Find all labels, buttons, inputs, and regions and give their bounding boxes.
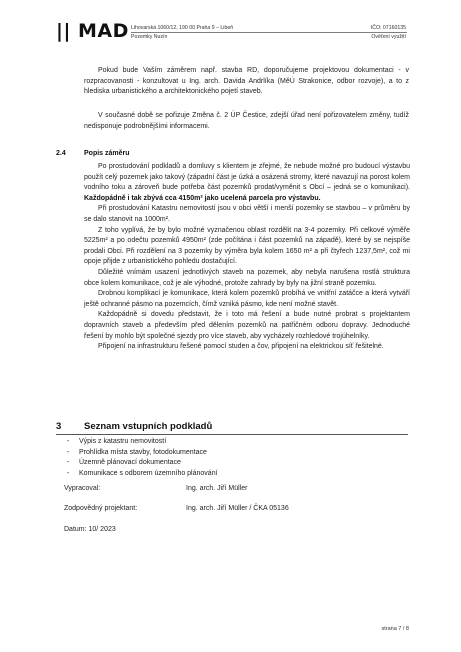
list-item-label: Výpis z katastru nemovitostí: [79, 438, 167, 445]
list-item-label: Komunikace s odborem územního plánování: [79, 469, 218, 477]
description-paragraph-3: Z toho vyplívá, že by bylo možné vyznačenou oblast rozdělit na 3-4 pozemky. Při celkové výměře 5225m² a po odečtu pozemků 4950m² (zde počítána i část pozemků na západě), které by se nejspíše prodali Obci. Při rozdělení na 3 pozemky by výměra byla kolem 1650 m² a při čtyřech 1237,5m², což mi opoje přijde z urbanistického pohledu dostačující.: [84, 226, 410, 266]
prepared-by-label: Vypracoval:: [64, 485, 101, 492]
prepared-by-value: Ing. arch. Jiří Müller: [186, 485, 248, 492]
list-item-label: Prohlídka místa stavby, fotodokumentace: [79, 448, 207, 456]
description-paragraph-6: Každopádně si dovedu představit, že i toto má řešení a bude nutné probrat s projektantem dopravních staveb a především před dělením pozemků na patřičném odboru dopravy. Jednoduché řešení by mohlo být společné sjezdy pro více staveb, aby vycházely rozhledové trojúhelníky.: [84, 311, 410, 340]
document-type: Ověření využití: [371, 34, 406, 40]
list-item: - Prohlídka místa stavby, fotodokumentace: [67, 448, 367, 459]
list-item: - Územně plánovací dokumentace: [67, 458, 367, 469]
paragraph-plan-change: V současné době se pořizuje Změna č. 2 ÚP Čestice, zdejší úřad není pořizovatelem změny, tudíž nedisponuje podrobnějšími informacemi.: [84, 112, 409, 130]
list-item: - Výpis z katastru nemovitostí: [67, 437, 367, 448]
company-address: Lihovarská 1060/12, 190 00 Praha 9 – Libeň: [131, 25, 234, 31]
responsible-designer-label: Zodpovědný projektant:: [64, 505, 138, 512]
paragraph-consultation: Pokud bude Vaším záměrem např. stavba RD, doporučujeme projektovou dokumentaci - v rozpracovanosti - konzultovat u Ing. arch. Davida Andrlíka (MěÚ Strakonice, odbor rozvoje), a to z hlediska urbanistického a architektonického pojetí staveb.: [84, 67, 409, 96]
project-name: Pozemky Nuzín: [131, 34, 168, 40]
description-paragraph-1: [84, 162, 410, 204]
document-date: Datum: 10/ 2023: [64, 526, 116, 533]
description-paragraph-2: Při prostudování Katastru nemovitostí jsou v obci větší i menší pozemky se stavbou – v průměru by se dalo stanovit na 1000m².: [84, 205, 410, 223]
description-paragraph-4: Důležité vnímám usazení jednotlivých staveb na pozemek, aby nebyla narušena rostlá struktura obce kolem komunikace, což je ale výhodné, protože zahrady by byly na jižní straně pozemku.: [84, 268, 410, 287]
list-item: - Komunikace s odborem územního plánování: [67, 469, 367, 480]
company-logo: || MAD: [56, 20, 129, 42]
description-emphasis: Každopádně i tak zbývá cca 4150m² jako ucelená parcela pro výstavbu.: [84, 194, 321, 202]
section-number: 3: [56, 421, 62, 432]
description-paragraph-7: Připojení na infrastrukturu řešené pomocí studen a čov, připojení na elektrickou síť řešitelné.: [98, 343, 384, 351]
section-title: Popis záměru: [84, 150, 130, 157]
section-divider: [56, 434, 408, 435]
responsible-designer-value: Ing. arch. Jiří Müller / ČKA 05136: [186, 505, 289, 512]
company-ico: IČO: 07160135: [370, 25, 406, 31]
description-text: Po prostudování podkladů a domluvy s klientem je zřejmé, že nebude možné pro budoucí výstavbu použít celý pozemek jako takový (západní část je úzká a osázená stromy, které navazují na porost kolem vodního toku a zároveň bude potřeba část pozemků prodat/vyměnit s Obcí – jedná se o komunikaci).: [84, 163, 410, 192]
description-paragraph-5: Drobnou komplikací je komunikace, která kolem pozemků probíhá ve vnitřní zatáčce a která vytváří ještě ochranné pásmo na pozemcích, čímž vzniká pásmo, kde není možné stavět.: [84, 290, 410, 308]
list-item-label: Územně plánovací dokumentace: [79, 459, 181, 467]
page-number: strana 7 / 8: [381, 626, 409, 632]
section-description-text: [84, 162, 410, 353]
section-title: Seznam vstupních podkladů: [84, 421, 213, 432]
section-number: 2.4: [56, 150, 66, 157]
input-documents-list: [67, 437, 367, 479]
